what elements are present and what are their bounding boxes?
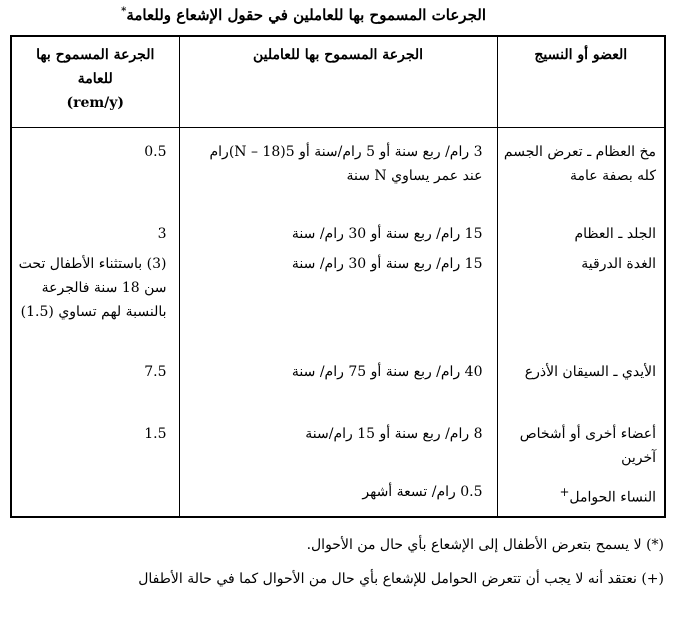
cell-workers: 0.5 رام/ تسعة أشهر bbox=[179, 480, 497, 517]
title-footnote-mark: * bbox=[121, 6, 127, 17]
footnote-children: (*) لا يسمح بتعرض الأطفال إلى الإشعاع بأي حال من الأحوال. bbox=[306, 537, 664, 553]
cell-organ: أعضاء أخرى أو أشخاص آخرين bbox=[497, 422, 665, 480]
dose-limits-table bbox=[10, 35, 666, 518]
cell-public: 1.5 bbox=[11, 422, 179, 480]
cell-organ: الأيدي ـ السيقان الأذرع bbox=[497, 360, 665, 422]
table-row bbox=[11, 360, 665, 422]
footnote-mark-plus: + bbox=[559, 485, 570, 499]
cell-organ-text: النساء الحوامل bbox=[569, 489, 656, 506]
cell-organ: مخ العظام ـ تعرض الجسم كله بصفة عامة bbox=[497, 128, 665, 223]
header-public-unit: (rem/y) bbox=[66, 95, 125, 111]
cell-workers: 15 رام/ ربع سنة أو 30 رام/ سنة bbox=[179, 252, 497, 360]
cell-public bbox=[11, 480, 179, 517]
cell-organ: الغدة الدرقية bbox=[497, 252, 665, 360]
table-row bbox=[11, 222, 665, 252]
cell-workers: 3 رام/ ربع سنة أو 5 رام/سنة أو 5(N – 18)رام عند عمر يساوي N سنة bbox=[179, 128, 497, 223]
cell-public: 0.5 bbox=[11, 128, 179, 223]
cell-organ: الجلد ـ العظام bbox=[497, 222, 665, 252]
header-public-line1: الجرعة المسموح بها bbox=[36, 47, 155, 63]
footnote-pregnant: (+) نعتقد أنه لا يجب أن تتعرض الحوامل للإشعاع بأي حال من الأحوال كما في حالة الأطفال bbox=[138, 571, 664, 587]
header-workers-text: الجرعة المسموح بها للعاملين bbox=[252, 47, 424, 63]
header-workers bbox=[179, 36, 497, 128]
cell-workers: 8 رام/ ربع سنة أو 15 رام/سنة bbox=[179, 422, 497, 480]
header-organ-text: العضو أو النسيج bbox=[534, 47, 628, 63]
cell-public: 7.5 bbox=[11, 360, 179, 422]
table-row bbox=[11, 422, 665, 480]
table-row bbox=[11, 252, 665, 360]
table-row bbox=[11, 480, 665, 517]
cell-workers: 40 رام/ ربع سنة أو 75 رام/ سنة bbox=[179, 360, 497, 422]
title-text: الجرعات المسموح بها للعاملين في حقول الإشعاع وللعامة bbox=[126, 6, 486, 24]
cell-organ bbox=[497, 480, 665, 517]
header-public-line2: للعامة bbox=[77, 71, 113, 87]
table-row bbox=[11, 128, 665, 223]
cell-public: (3) باستثناء الأطفال تحت سن 18 سنة فالجرعة بالنسبة لهم تساوي (1.5) bbox=[11, 252, 179, 360]
cell-workers: 15 رام/ ربع سنة أو 30 رام/ سنة bbox=[179, 222, 497, 252]
header-public bbox=[11, 36, 179, 128]
document-title bbox=[121, 6, 486, 24]
header-organ bbox=[497, 36, 665, 128]
cell-public: 3 bbox=[11, 222, 179, 252]
table-header-row bbox=[11, 36, 665, 128]
